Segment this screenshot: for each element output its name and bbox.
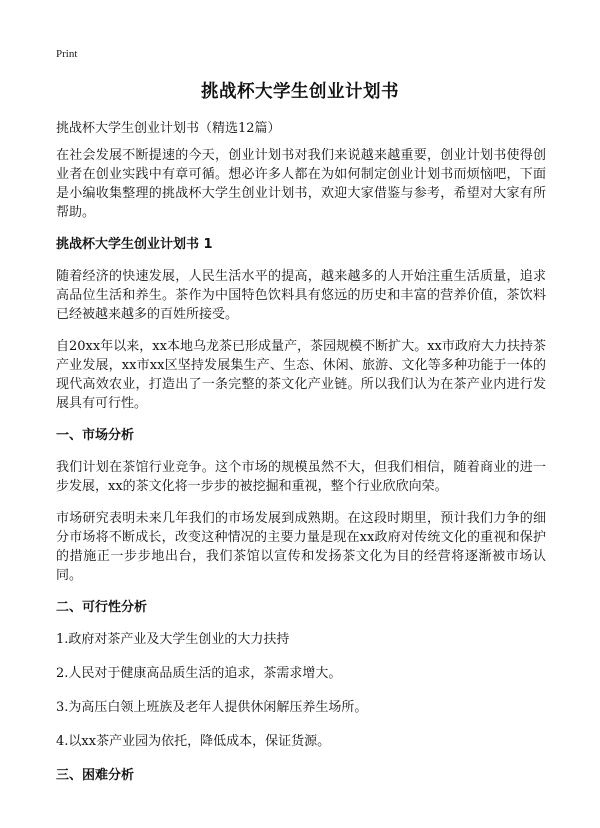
chapter-paragraph-1: 随着经济的快速发展，人民生活水平的提高，越来越多的人开始注重生活质量，追求高品位生活和养生。茶作为中国特色饮料具有悠远的历史和丰富的营养价值，茶饮料已经被越来越多的百姓所接受。 — [56, 269, 546, 322]
chapter-paragraph-2: 自20xx年以来，xx本地乌龙茶已形成量产，茶园规模不断扩大。xx市政府大力扶持茶产业发展，xx市xx区坚持发展集生产、生态、休闲、旅游、文化等多种功能于一体的现代高效农业，打造出了一条完整的茶文化产业链。所以我们认为在茶产业内进行发展具有可行性。 — [56, 339, 546, 411]
document-body — [56, 119, 546, 798]
intro-paragraph: 在社会发展不断提速的今天，创业计划书对我们来说越来越重要，创业计划书使得创业者在创业实践中有章可循。想必许多人都在为如何制定创业计划书而烦恼吧，下面是小编收集整理的挑战杯大学生创业计划书，欢迎大家借鉴与参考，希望对大家有所帮助。 — [56, 148, 546, 220]
market-analysis-paragraph-1: 我们计划在茶馆行业竞争。这个市场的规模虽然不大，但我们相信，随着商业的进一步发展，xx的茶文化将一步步的被挖掘和重视，整个行业欣欣向荣。 — [56, 460, 546, 494]
feasibility-item-1: 1.政府对茶产业及大学生创业的大力扶持 — [56, 632, 290, 647]
section-heading-market-analysis: 一、市场分析 — [56, 428, 135, 443]
print-label: Print — [56, 48, 78, 60]
page-title: 挑战杯大学生创业计划书 — [201, 82, 399, 102]
feasibility-item-2: 2.人民对于健康高品质生活的追求，茶需求增大。 — [56, 666, 342, 681]
feasibility-item-3: 3.为高压白领上班族及老年人提供休闲解压养生场所。 — [56, 700, 368, 715]
chapter-heading: 挑战杯大学生创业计划书 1 — [56, 237, 213, 252]
section-heading-feasibility: 二、可行性分析 — [56, 600, 148, 615]
market-analysis-paragraph-2: 市场研究表明未来几年我们的市场发展到成熟期。在这段时期里，预计我们力争的细分市场将不断成长，改变这种情况的主要力量是现在xx政府对传统文化的重视和保护的措施正一步步地出台，我们茶馆以宣传和发扬茶文化为目的经营将逐渐被市场认同。 — [56, 511, 546, 583]
feasibility-item-4: 4.以xx茶产业园为依托，降低成本，保证货源。 — [56, 734, 331, 749]
section-heading-difficulty: 三、困难分析 — [56, 768, 135, 783]
document-subtitle: 挑战杯大学生创业计划书（精选12篇） — [56, 121, 281, 136]
